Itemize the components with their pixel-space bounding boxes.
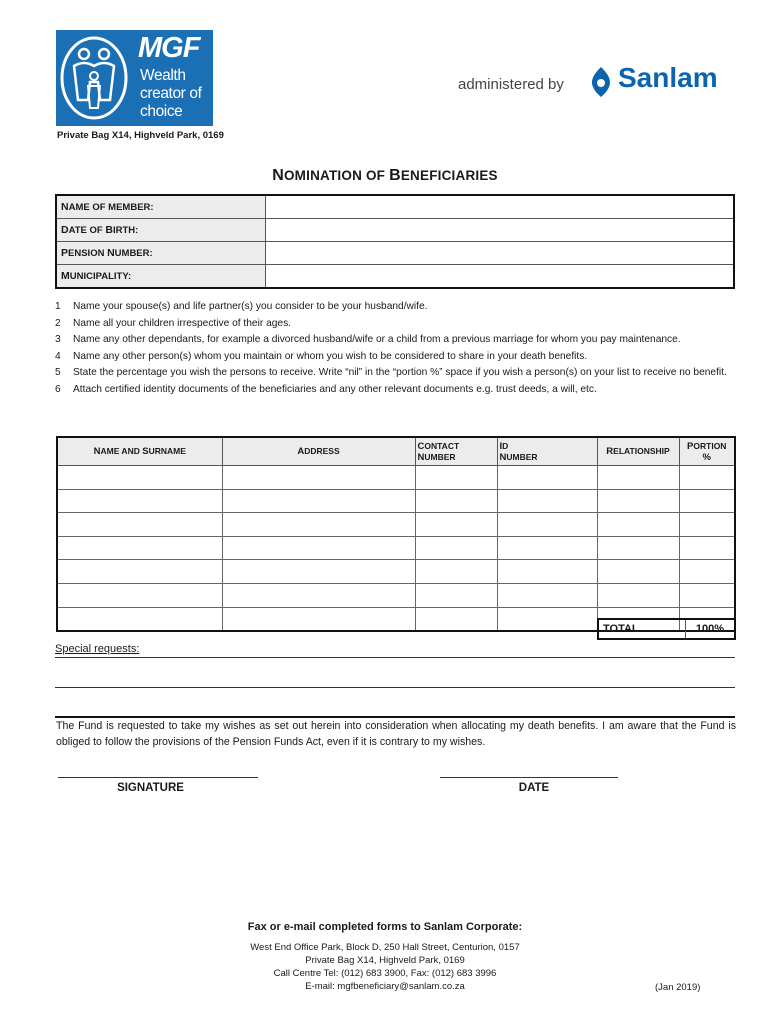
contact-number-cell[interactable] <box>415 583 497 607</box>
administered-by-text: administered by <box>458 76 564 93</box>
family-icon <box>56 30 136 126</box>
portion-cell[interactable] <box>679 560 735 584</box>
member-name-row <box>56 195 734 219</box>
id-number-cell[interactable] <box>497 466 597 490</box>
form-version: (Jan 2019) <box>655 982 701 993</box>
instruction-number: 1 <box>55 301 61 312</box>
beneficiary-row <box>57 583 735 607</box>
instruction-number: 3 <box>55 334 61 345</box>
date-of-birth-field[interactable] <box>266 219 735 242</box>
totals-table <box>597 618 736 640</box>
date-of-birth-label: DATE OF BIRTH: <box>56 219 266 242</box>
id-number-cell[interactable] <box>497 513 597 537</box>
mgf-logo <box>56 30 213 126</box>
contact-number-cell[interactable] <box>415 489 497 513</box>
total-value: 100% <box>686 619 736 639</box>
instruction-text: Attach certified identity documents of the beneficiaries and any other relevant documents e.g. trust deeds, a will, etc. <box>73 383 597 395</box>
address-cell[interactable] <box>222 583 415 607</box>
address-cell[interactable] <box>222 607 415 631</box>
instruction-text: Name all your children irrespective of their ages. <box>73 317 291 329</box>
contact-number-cell[interactable] <box>415 607 497 631</box>
instruction-text: Name your spouse(s) and life partner(s) you consider to be your husband/wife. <box>73 301 428 312</box>
date-line[interactable] <box>440 777 618 778</box>
private-bag-address: Private Bag X14, Highveld Park, 0169 <box>57 130 224 141</box>
footer-call-centre: Call Centre Tel: (012) 683 3900, Fax: (012) 683 3996 <box>273 968 497 979</box>
total-label: TOTAL <box>598 619 686 639</box>
municipality-field[interactable] <box>266 265 735 289</box>
member-name-field[interactable] <box>266 195 735 219</box>
portion-cell[interactable] <box>679 513 735 537</box>
instructions-list <box>55 299 735 398</box>
relationship-cell[interactable] <box>597 536 679 560</box>
contact-number-cell[interactable] <box>415 536 497 560</box>
instruction-item <box>55 299 735 316</box>
id-number-cell[interactable] <box>497 607 597 631</box>
address-cell[interactable] <box>222 513 415 537</box>
header-address: ADDRESS <box>222 437 415 466</box>
name-cell[interactable] <box>57 489 222 513</box>
relationship-cell[interactable] <box>597 466 679 490</box>
instruction-number: 6 <box>55 383 61 395</box>
relationship-cell[interactable] <box>597 489 679 513</box>
name-cell[interactable] <box>57 466 222 490</box>
instruction-text: State the percentage you wish the persons to receive. Write “nil” in the “portion %” space if you wish a person(s) on your list to receive no benefit. <box>73 367 727 378</box>
member-details-table <box>55 194 735 289</box>
beneficiary-row <box>57 466 735 490</box>
beneficiaries-header-row <box>57 437 735 466</box>
pension-number-field[interactable] <box>266 242 735 265</box>
special-requests-label: Special requests: <box>55 643 140 655</box>
header-name-surname: NAME AND SURNAME <box>57 437 222 466</box>
name-cell[interactable] <box>57 560 222 584</box>
portion-cell[interactable] <box>679 466 735 490</box>
header-contact-number: CONTACT NUMBER <box>415 437 497 466</box>
instruction-text: Name any other person(s) whom you maintain or whom you wish to be considered to share in your death benefits. <box>73 350 588 362</box>
instruction-item <box>55 365 735 382</box>
beneficiary-row <box>57 560 735 584</box>
instruction-item <box>55 382 735 399</box>
portion-cell[interactable] <box>679 583 735 607</box>
pension-number-row <box>56 242 734 265</box>
footer-address-1: West End Office Park, Block D, 250 Hall Street, Centurion, 0157 <box>250 942 520 953</box>
id-number-cell[interactable] <box>497 489 597 513</box>
instruction-item <box>55 316 735 333</box>
address-cell[interactable] <box>222 560 415 584</box>
beneficiary-row <box>57 536 735 560</box>
beneficiary-row <box>57 513 735 537</box>
member-name-label: NAME OF MEMBER: <box>56 195 266 219</box>
id-number-cell[interactable] <box>497 536 597 560</box>
pension-number-label: PENSION NUMBER: <box>56 242 266 265</box>
signature-line[interactable] <box>58 777 258 778</box>
beneficiary-row <box>57 489 735 513</box>
special-requests-line-2[interactable] <box>55 687 735 688</box>
municipality-row <box>56 265 734 289</box>
contact-number-cell[interactable] <box>415 466 497 490</box>
special-requests-line-1[interactable] <box>55 657 735 658</box>
relationship-cell[interactable] <box>597 583 679 607</box>
header-relationship: RELATIONSHIP <box>597 437 679 466</box>
date-of-birth-row <box>56 219 734 242</box>
instruction-number: 2 <box>55 317 61 329</box>
instruction-item <box>55 332 735 349</box>
logo-tagline-1: Wealth <box>140 67 186 84</box>
sanlam-logo <box>458 60 730 102</box>
instruction-number: 5 <box>55 367 61 378</box>
relationship-cell[interactable] <box>597 560 679 584</box>
footer-heading: Fax or e-mail completed forms to Sanlam Corporate: <box>247 921 523 933</box>
contact-number-cell[interactable] <box>415 560 497 584</box>
name-cell[interactable] <box>57 583 222 607</box>
date-label: DATE <box>518 782 550 794</box>
footer-email[interactable]: E-mail: mgfbeneficiary@sanlam.co.za <box>305 981 465 992</box>
id-number-cell[interactable] <box>497 583 597 607</box>
logo-tagline-3: choice <box>140 103 183 120</box>
logo-tagline-2: creator of <box>140 85 202 102</box>
page-title: NOMINATION OF BENEFICIARIES <box>272 167 498 184</box>
municipality-label: MUNICIPALITY: <box>56 265 266 289</box>
relationship-cell[interactable] <box>597 513 679 537</box>
id-number-cell[interactable] <box>497 560 597 584</box>
name-cell[interactable] <box>57 513 222 537</box>
contact-number-cell[interactable] <box>415 513 497 537</box>
address-cell[interactable] <box>222 489 415 513</box>
signature-label: SIGNATURE <box>117 782 184 794</box>
portion-cell[interactable] <box>679 489 735 513</box>
declaration-text: The Fund is requested to take my wishes as set out herein into consideration when allocating my death benefits. I am aware that the Fund is obliged to follow the provisions of the Pension Funds Act, even if it is contrary to my wishes. <box>56 720 736 748</box>
address-cell[interactable] <box>222 466 415 490</box>
logo-brand: MGF <box>138 32 200 64</box>
instruction-text: Name any other dependants, for example a divorced husband/wife or a child from a previous marriage for whom you pay maintenance. <box>73 334 681 345</box>
address-cell[interactable] <box>222 536 415 560</box>
name-cell[interactable] <box>57 536 222 560</box>
sanlam-brand: Sanlam <box>618 62 718 93</box>
instruction-number: 4 <box>55 350 61 362</box>
header-portion: PORTION % <box>679 437 735 466</box>
portion-cell[interactable] <box>679 536 735 560</box>
sanlam-shield-icon <box>588 66 614 98</box>
beneficiaries-table <box>56 436 736 632</box>
header-id-number: ID NUMBER <box>497 437 597 466</box>
footer-address-2: Private Bag X14, Highveld Park, 0169 <box>305 955 465 966</box>
name-cell[interactable] <box>57 607 222 631</box>
instruction-item <box>55 349 735 366</box>
